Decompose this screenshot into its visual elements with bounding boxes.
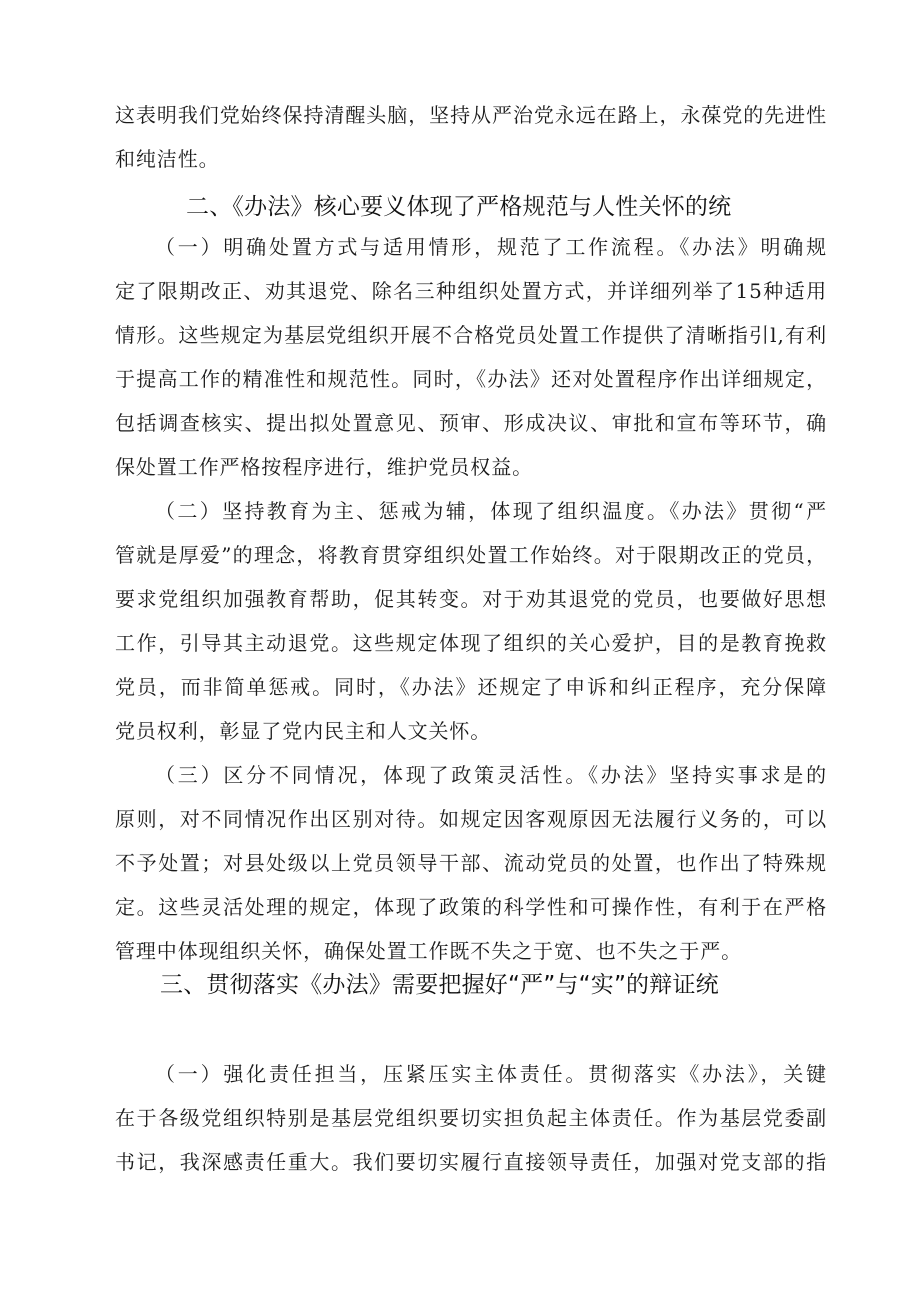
paragraph-line: 定。这些灵活处理的规定，体现了政策的科学性和可操作性，有利于在严格	[115, 895, 827, 919]
paragraph-line: 和纯洁性。	[115, 147, 220, 171]
paragraph-line: 定了限期改正、劝其退党、除名三种组织处置方式，并详细列举了15种适用	[115, 279, 827, 303]
paragraph-line: （一）明确处置方式与适用情形，规范了工作流程。《办法》明确规	[155, 235, 827, 259]
section-heading-3: 三、贯彻落实《办法》需要把握好“严”与“实”的辩证统	[160, 972, 719, 998]
paragraph-line: 管理中体现组织关怀，确保处置工作既不失之于宽、也不失之于严。	[115, 939, 742, 963]
paragraph-line: 工作，引导其主动退党。这些规定体现了组织的关心爱护，目的是教育挽救	[115, 631, 827, 655]
section-heading-2: 二、《办法》核心要义体现了严格规范与人性关怀的统	[186, 194, 732, 220]
paragraph-line: 管就是厚爱”的理念，将教育贯穿组织处置工作始终。对于限期改正的党员，	[115, 543, 827, 567]
paragraph-line: 这表明我们党始终保持清醒头脑，坚持从严治党永远在路上，永葆党的先进性	[115, 103, 827, 127]
paragraph-line: 原则，对不同情况作出区别对待。如规定因客观原因无法履行义务的，可以	[115, 807, 827, 831]
paragraph-line: （二）坚持教育为主、惩戒为辅，体现了组织温度。《办法》贯彻“严	[155, 499, 827, 523]
paragraph-line: 在于各级党组织特别是基层党组织要切实担负起主体责任。作为基层党委副	[115, 1106, 827, 1130]
paragraph-line: 党员权利，彰显了党内民主和人文关怀。	[115, 719, 492, 743]
paragraph-line: 保处置工作严格按程序进行，维护党员权益。	[115, 455, 533, 479]
paragraph-line: 要求党组织加强教育帮助，促其转变。对于劝其退党的党员，也要做好思想	[115, 587, 827, 611]
paragraph-line: 书记，我深感责任重大。我们要切实履行直接领导责任，加强对党支部的指	[115, 1150, 827, 1174]
paragraph-line: （一）强化责任担当，压紧压实主体责任。贯彻落实《办法》，关键	[155, 1062, 827, 1086]
paragraph-line: （三）区分不同情况，体现了政策灵活性。《办法》坚持实事求是的	[155, 763, 827, 787]
paragraph-line: 情形。这些规定为基层党组织开展不合格党员处置工作提供了清晰指引l,有利	[115, 323, 827, 347]
paragraph-line: 于提高工作的精准性和规范性。同时，《办法》还对处置程序作出详细规定，	[115, 367, 827, 391]
paragraph-line: 党员，而非简单惩戒。同时，《办法》还规定了申诉和纠正程序，充分保障	[115, 675, 827, 699]
paragraph-line: 不予处置；对县处级以上党员领导干部、流动党员的处置，也作出了特殊规	[115, 851, 827, 875]
paragraph-line: 包括调查核实、提出拟处置意见、预审、形成决议、审批和宣布等环节，确	[115, 411, 827, 435]
